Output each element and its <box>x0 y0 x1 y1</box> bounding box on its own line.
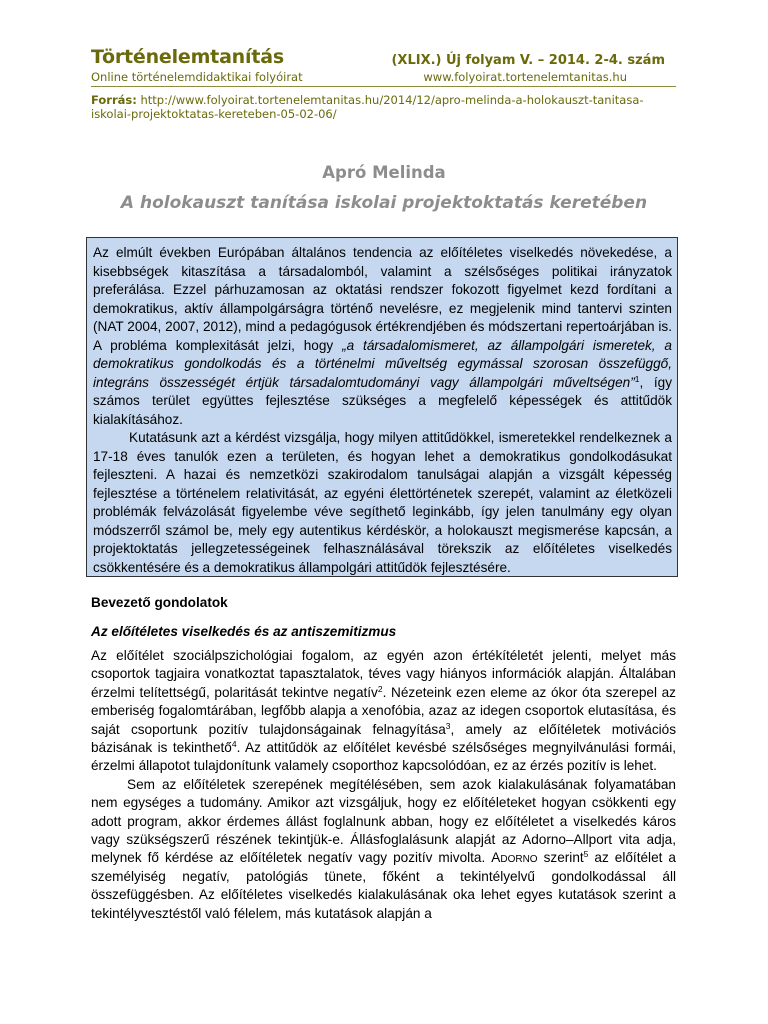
journal-url[interactable]: www.folyoirat.tortenelemtanitas.hu <box>423 70 627 84</box>
body-text <box>91 647 676 923</box>
journal-title: Történelemtanítás <box>91 46 284 68</box>
abstract-paragraph-1: Az elmúlt években Európában általános tendencia az előítéletes viselkedés növekedése, a kisebbségek kitaszítása a társadalomból, valamint a szélsőséges politikai irányzatok preferálása. Ezzel párhuzamosan az oktatási rendszer fokozott figyelmet kezd fordítani a demokratikus, aktív állampolgárságra történő nevelésre, ez megjelenik mind tantervi szinten (NAT 2004, 2007, 2012), mind a pedagógusok értékrendjében és módszertani repertoárjában is. A probléma komplexitását jelzi, hogy „a társadalomismeret, az állampolgári ismeretek, a demokratikus gondolkodás és a történelmi műveltség egymással szorosan összefüggő, integráns összességét értjük társadalomtudományi vagy állampolgári műveltségen”$^1$, így számos terület együttes fejlesztése szükséges a megfelelő képességek és attitűdök kialakításához. <box>93 245 672 427</box>
footnote-ref-1[interactable]: 1 <box>634 373 640 384</box>
issue-label: (XLIX.) Új folyam V. – 2014. 2-4. szám <box>391 53 665 68</box>
body-paragraph-2: Sem az előítéletek szerepének megítélésében, sem azok kialakulásának folyamatában nem egységes a tudomány. Amikor azt vizsgáljuk, hogy ez előítéleteket hogyan csökkenti egy adott program, akkor érdemes állást foglalnunk abban, hogy ez előítéletet a viselkedés káros vagy szükségszerű részének tekintjük-e. Állásfoglalásunk alapját az Adorno–Allport vita adja, melynek fő kérdése az előítéletek negatív vagy pozitív mivolta. Adorno szerint$^5$ az előítélet a személyiség negatív, patológiás tünete, főként a tekintélyelvű gondolkodással áll összefüggésben. Az előítéletes viselkedés kialakulásának oka lehet egyes kutatások szerint a tekintélyvesztéstől való félelem, más kutatások alapján a <box>91 776 676 921</box>
author-adorno: Adorno <box>491 850 538 866</box>
source-label: Forrás: <box>91 93 137 107</box>
source-line <box>91 93 671 121</box>
abstract-paragraph-2: Kutatásunk azt a kérdést vizsgálja, hogy milyen attitűdökkel, ismeretekkel rendelkeznek a 17-18 éves tanulók ezen a területen, és hogyan lehet a demokratikus gondolkodásukat fejleszteni. A hazai és nemzetközi szakirodalom tanulságai alapján a vizsgált képesség fejlesztése a történelem relativitását, az egyéni élettörténetek szerepét, valamint az életközeli problémák felvázolását figyelembe véve segíthető leginkább, így jelen tanulmány egy olyan módszerről számol be, mely egy autentikus kérdéskör, a holokauszt megismerése kapcsán, a projektoktatás jellegzetességeinek felhasználásával törekszik az előítéletes viselkedés csökkentésére és a demokratikus állampolgári attitűdök fejlesztésére. <box>93 430 672 575</box>
footnote-ref-5[interactable]: 5 <box>583 849 589 860</box>
body-paragraph-1: Az előítélet szociálpszichológiai fogalom, az egyén azon értékítéletét jelenti, melyet más csoportok tagjaira vonatkoztat tapasztalatok, téves vagy hiányos információk alapján. Általában érzelmi telítettségű, polaritását tekintve negatív$^2$. Nézeteink ezen eleme az ókor óta szerepel az emberiség fogalomtárában, legfőbb alapja a xenofóbia, azaz az idegen csoportok elutasítása, és saját csoportunk pozitív tulajdonságainak felnagyítása$^3$, amely az előítéletek motivációs bázisának is tekinthető$^4$. Az attitűdök az előítélet kevésbé szélsőséges megnyilvánulási formái, érzelmi állapotot tulajdonítunk valamely csoporthoz kapcsolódóan, ez az érzés pozitív is lehet. <box>91 648 676 774</box>
footnote-ref-2[interactable]: 2 <box>377 683 383 694</box>
section-heading: Bevezető gondolatok <box>91 595 228 610</box>
header-divider <box>91 86 676 87</box>
footnote-ref-3[interactable]: 3 <box>445 720 451 731</box>
subsection-heading: Az előítéletes viselkedés és az antiszemitizmus <box>91 624 397 639</box>
abstract-box <box>86 237 678 577</box>
author-name: Apró Melinda <box>322 163 446 182</box>
journal-subtitle: Online történelemdidaktikai folyóirat <box>91 70 303 84</box>
abstract-quote: „a társadalomismeret, az állampolgári ismeretek, a demokratikus gondolkodás és a történelmi műveltség egymással szorosan összefüggő, integráns összességét értjük társadalomtudományi vagy állampolgári műveltségen” <box>93 337 672 390</box>
article-title: A holokauszt tanítása iskolai projektoktatás keretében <box>120 193 648 213</box>
footnote-ref-4[interactable]: 4 <box>231 739 237 750</box>
source-url-link[interactable]: http://www.folyoirat.tortenelemtanitas.hu/2014/12/apro-melinda-a-holokauszt-tanitasa-iskolai-projektoktatas-kereteben-05-02-06/ <box>91 93 644 121</box>
